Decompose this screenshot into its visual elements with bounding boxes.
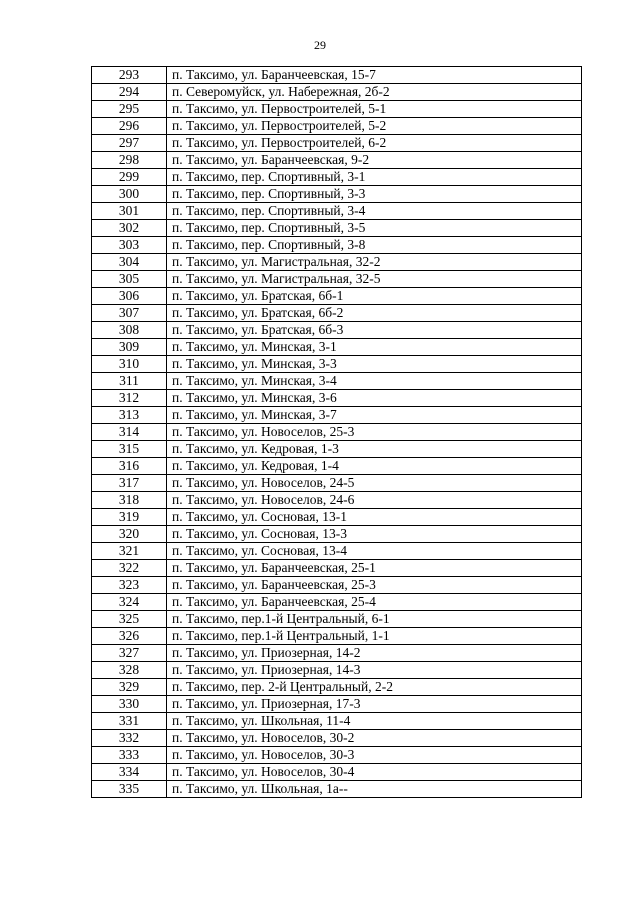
row-address: п. Таксимо, ул. Школьная, 1а-- [167,781,582,798]
row-number: 311 [92,373,167,390]
table-row [92,169,582,186]
table-row [92,339,582,356]
row-address: п. Таксимо, ул. Магистральная, 32-2 [167,254,582,271]
table-row [92,101,582,118]
row-number: 299 [92,169,167,186]
table-row [92,203,582,220]
row-address: п. Таксимо, ул. Приозерная, 14-3 [167,662,582,679]
page-number: 29 [314,38,326,52]
row-number: 313 [92,407,167,424]
row-number: 321 [92,543,167,560]
table-row [92,526,582,543]
row-address: п. Таксимо, ул. Первостроителей, 6-2 [167,135,582,152]
table-row [92,628,582,645]
row-number: 296 [92,118,167,135]
row-address: п. Таксимо, ул. Новоселов, 24-5 [167,475,582,492]
table-row [92,288,582,305]
row-number: 335 [92,781,167,798]
row-address: п. Северомуйск, ул. Набережная, 2б-2 [167,84,582,101]
row-number: 328 [92,662,167,679]
row-number: 297 [92,135,167,152]
table-row [92,135,582,152]
table-row [92,373,582,390]
row-number: 325 [92,611,167,628]
row-address: п. Таксимо, пер. Спортивный, 3-5 [167,220,582,237]
row-address: п. Таксимо, ул. Баранчеевская, 15-7 [167,67,582,84]
row-number: 312 [92,390,167,407]
row-number: 298 [92,152,167,169]
row-number: 303 [92,237,167,254]
table-row [92,492,582,509]
row-number: 318 [92,492,167,509]
row-number: 322 [92,560,167,577]
table-row [92,254,582,271]
table-row [92,390,582,407]
table-row [92,560,582,577]
table-row [92,645,582,662]
row-number: 305 [92,271,167,288]
table-row [92,730,582,747]
row-address: п. Таксимо, пер. Спортивный, 3-1 [167,169,582,186]
row-number: 329 [92,679,167,696]
row-address: п. Таксимо, ул. Магистральная, 32-5 [167,271,582,288]
row-address: п. Таксимо, ул. Кедровая, 1-4 [167,458,582,475]
row-number: 301 [92,203,167,220]
row-address: п. Таксимо, пер.1-й Центральный, 1-1 [167,628,582,645]
table-row [92,407,582,424]
row-address: п. Таксимо, ул. Баранчеевская, 25-1 [167,560,582,577]
address-table-body [92,67,582,798]
row-number: 333 [92,747,167,764]
row-number: 323 [92,577,167,594]
table-row [92,594,582,611]
row-address: п. Таксимо, ул. Братская, 6б-3 [167,322,582,339]
table-row [92,747,582,764]
table-row [92,458,582,475]
row-address: п. Таксимо, ул. Новоселов, 30-2 [167,730,582,747]
table-row [92,764,582,781]
table-row [92,424,582,441]
row-address: п. Таксимо, пер.1-й Центральный, 6-1 [167,611,582,628]
table-row [92,679,582,696]
table-row [92,577,582,594]
row-number: 319 [92,509,167,526]
row-number: 300 [92,186,167,203]
row-address: п. Таксимо, ул. Минская, 3-1 [167,339,582,356]
table-row [92,781,582,798]
row-address: п. Таксимо, ул. Сосновая, 13-1 [167,509,582,526]
row-address: п. Таксимо, пер. Спортивный, 3-8 [167,237,582,254]
address-table [91,66,582,798]
row-number: 293 [92,67,167,84]
table-row [92,662,582,679]
table-row [92,67,582,84]
row-number: 314 [92,424,167,441]
row-number: 320 [92,526,167,543]
row-address: п. Таксимо, ул. Минская, 3-7 [167,407,582,424]
row-number: 304 [92,254,167,271]
row-number: 330 [92,696,167,713]
row-address: п. Таксимо, ул. Сосновая, 13-3 [167,526,582,543]
row-address: п. Таксимо, ул. Минская, 3-4 [167,373,582,390]
row-number: 294 [92,84,167,101]
row-number: 308 [92,322,167,339]
table-row [92,186,582,203]
row-address: п. Таксимо, пер. 2-й Центральный, 2-2 [167,679,582,696]
row-number: 315 [92,441,167,458]
row-number: 309 [92,339,167,356]
row-number: 316 [92,458,167,475]
table-row [92,543,582,560]
table-row [92,696,582,713]
row-address: п. Таксимо, пер. Спортивный, 3-3 [167,186,582,203]
row-address: п. Таксимо, ул. Новоселов, 30-3 [167,747,582,764]
row-address: п. Таксимо, ул. Школьная, 11-4 [167,713,582,730]
row-address: п. Таксимо, ул. Новоселов, 24-6 [167,492,582,509]
table-row [92,305,582,322]
table-row [92,84,582,101]
row-address: п. Таксимо, ул. Первостроителей, 5-1 [167,101,582,118]
row-number: 331 [92,713,167,730]
table-row [92,713,582,730]
row-address: п. Таксимо, пер. Спортивный, 3-4 [167,203,582,220]
row-number: 306 [92,288,167,305]
row-number: 334 [92,764,167,781]
table-row [92,237,582,254]
row-address: п. Таксимо, ул. Минская, 3-3 [167,356,582,373]
row-number: 307 [92,305,167,322]
table-row [92,475,582,492]
table-row [92,271,582,288]
row-number: 302 [92,220,167,237]
table-row [92,509,582,526]
row-number: 332 [92,730,167,747]
table-row [92,152,582,169]
row-address: п. Таксимо, ул. Сосновая, 13-4 [167,543,582,560]
row-address: п. Таксимо, ул. Приозерная, 14-2 [167,645,582,662]
row-number: 310 [92,356,167,373]
row-address: п. Таксимо, ул. Баранчеевская, 9-2 [167,152,582,169]
table-row [92,118,582,135]
row-number: 317 [92,475,167,492]
row-number: 324 [92,594,167,611]
row-address: п. Таксимо, ул. Минская, 3-6 [167,390,582,407]
table-row [92,220,582,237]
row-number: 327 [92,645,167,662]
table-row [92,322,582,339]
table-row [92,611,582,628]
row-address: п. Таксимо, ул. Новоселов, 25-3 [167,424,582,441]
table-row [92,441,582,458]
row-address: п. Таксимо, ул. Баранчеевская, 25-4 [167,594,582,611]
row-address: п. Таксимо, ул. Братская, 6б-2 [167,305,582,322]
row-number: 326 [92,628,167,645]
row-number: 295 [92,101,167,118]
row-address: п. Таксимо, ул. Новоселов, 30-4 [167,764,582,781]
table-row [92,356,582,373]
row-address: п. Таксимо, ул. Кедровая, 1-3 [167,441,582,458]
row-address: п. Таксимо, ул. Приозерная, 17-3 [167,696,582,713]
row-address: п. Таксимо, ул. Баранчеевская, 25-3 [167,577,582,594]
row-address: п. Таксимо, ул. Братская, 6б-1 [167,288,582,305]
row-address: п. Таксимо, ул. Первостроителей, 5-2 [167,118,582,135]
